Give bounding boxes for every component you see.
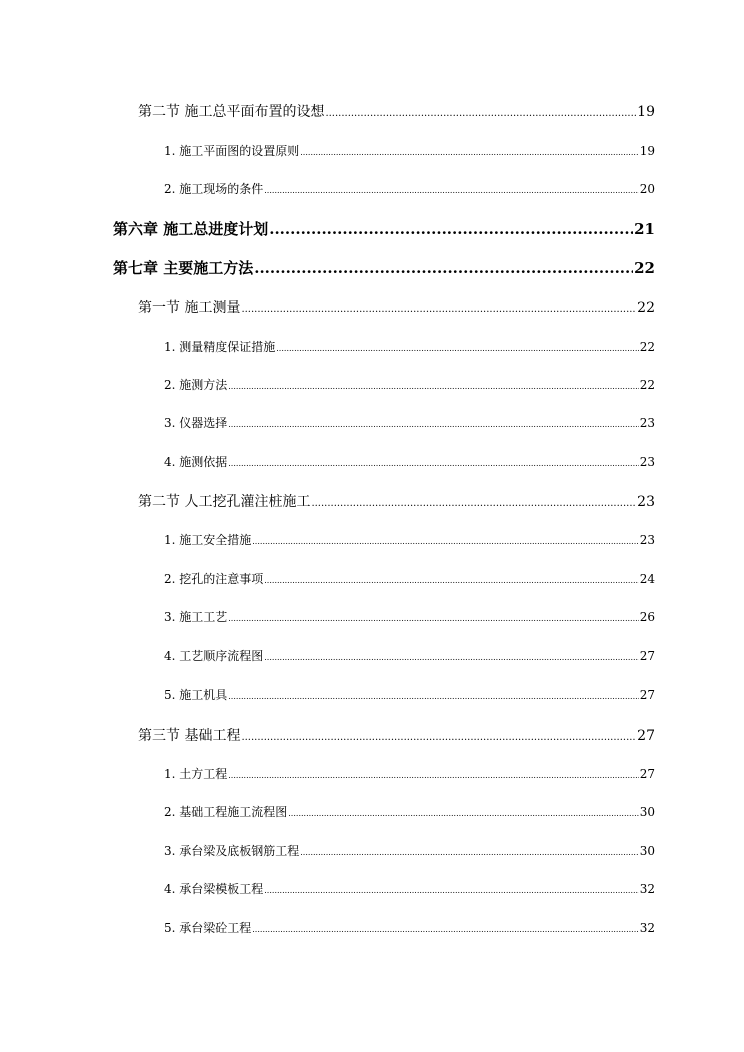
dot-leader [252,925,638,934]
toc-entry[interactable] [164,842,655,859]
dot-leader [276,344,638,353]
toc-entry-title: 4. 工艺顺序流程图 [164,649,264,663]
dot-leader [264,186,638,195]
toc-entry[interactable] [113,218,655,239]
toc-entry-title: 第一节 施工测量 [138,300,241,316]
toc-entry-title: 2. 施工现场的条件 [164,182,264,196]
toc-entry[interactable] [138,297,655,317]
toc-entry[interactable] [138,101,655,121]
dot-leader [269,220,633,238]
toc-entry-title: 3. 仪器选择 [164,416,228,430]
toc-entry[interactable] [138,725,655,745]
toc-entry-title: 第二节 人工挖孔灌注桩施工 [138,494,311,510]
toc-entry-page: 22 [634,259,655,277]
toc-entry-title: 第六章 施工总进度计划 [113,220,269,238]
toc-entry-title: 2. 施测方法 [164,378,228,392]
toc-entry-page: 19 [637,104,655,120]
dot-leader [254,259,633,277]
toc-entry[interactable] [164,338,655,355]
toc-entry[interactable] [164,414,655,431]
toc-entry-title: 1. 施工平面图的设置原则 [164,144,300,158]
dot-leader [264,576,638,585]
toc-entry-page: 22 [639,340,655,354]
toc-entry[interactable] [164,608,655,625]
toc-entry[interactable] [138,491,655,511]
dot-leader [252,537,638,546]
toc-entry-page: 22 [639,378,655,392]
toc-entry-title: 1. 测量精度保证措施 [164,340,276,354]
dot-leader [264,886,638,895]
toc-entry[interactable] [164,765,655,782]
toc-entry-page: 23 [637,494,655,510]
dot-leader [311,498,636,509]
toc-entry[interactable] [164,880,655,897]
toc-entry-page: 23 [639,416,655,430]
toc-entry-title: 1. 施工安全措施 [164,533,252,547]
dot-leader [228,614,638,623]
toc-entry-page: 23 [639,533,655,547]
dot-leader [288,809,638,818]
toc-entry-title: 3. 施工工艺 [164,610,228,624]
toc-entry-page: 30 [639,844,655,858]
toc-entry[interactable] [164,647,655,664]
toc-entry-page: 22 [637,300,655,316]
toc-entry-title: 3. 承台梁及底板钢筋工程 [164,844,300,858]
toc-entry[interactable] [164,453,655,470]
toc-entry[interactable] [164,919,655,936]
toc-entry-page: 21 [634,220,655,238]
toc-entry[interactable] [113,257,655,278]
dot-leader [228,382,638,391]
dot-leader [228,771,638,780]
dot-leader [228,420,638,429]
toc-entry[interactable] [164,376,655,393]
dot-leader [264,653,638,662]
toc-entry-page: 27 [639,688,655,702]
toc-entry-title: 1. 土方工程 [164,767,228,781]
toc-entry-title: 第七章 主要施工方法 [113,259,254,277]
toc-entry-title: 2. 基础工程施工流程图 [164,805,288,819]
toc-entry-page: 24 [639,572,655,586]
toc-entry-page: 19 [639,144,655,158]
dot-leader [228,459,638,468]
toc-entry-title: 第三节 基础工程 [138,728,241,744]
toc-entry-title: 第二节 施工总平面布置的设想 [138,104,325,120]
toc-entry[interactable] [164,570,655,587]
toc-entry-page: 27 [637,728,655,744]
toc-entry-page: 23 [639,455,655,469]
toc-entry-page: 20 [639,182,655,196]
dot-leader [300,848,638,857]
toc-entry-title: 5. 施工机具 [164,688,228,702]
toc-entry[interactable] [164,803,655,820]
toc-entry-title: 2. 挖孔的注意事项 [164,572,264,586]
dot-leader [228,692,638,701]
dot-leader [241,304,636,315]
toc-entry[interactable] [164,180,655,197]
toc-entry-title: 4. 施测依据 [164,455,228,469]
toc-entry[interactable] [164,531,655,548]
toc-entry-page: 32 [639,921,655,935]
toc-entry-title: 5. 承台梁砼工程 [164,921,252,935]
dot-leader [325,108,636,119]
toc-entry-page: 27 [639,649,655,663]
toc-entry-title: 4. 承台梁模板工程 [164,882,264,896]
toc-entry[interactable] [164,142,655,159]
toc-entry[interactable] [164,686,655,703]
dot-leader [241,732,636,743]
toc-entry-page: 27 [639,767,655,781]
toc-entry-page: 30 [639,805,655,819]
toc-entry-page: 32 [639,882,655,896]
toc-entry-page: 26 [639,610,655,624]
dot-leader [300,148,638,157]
